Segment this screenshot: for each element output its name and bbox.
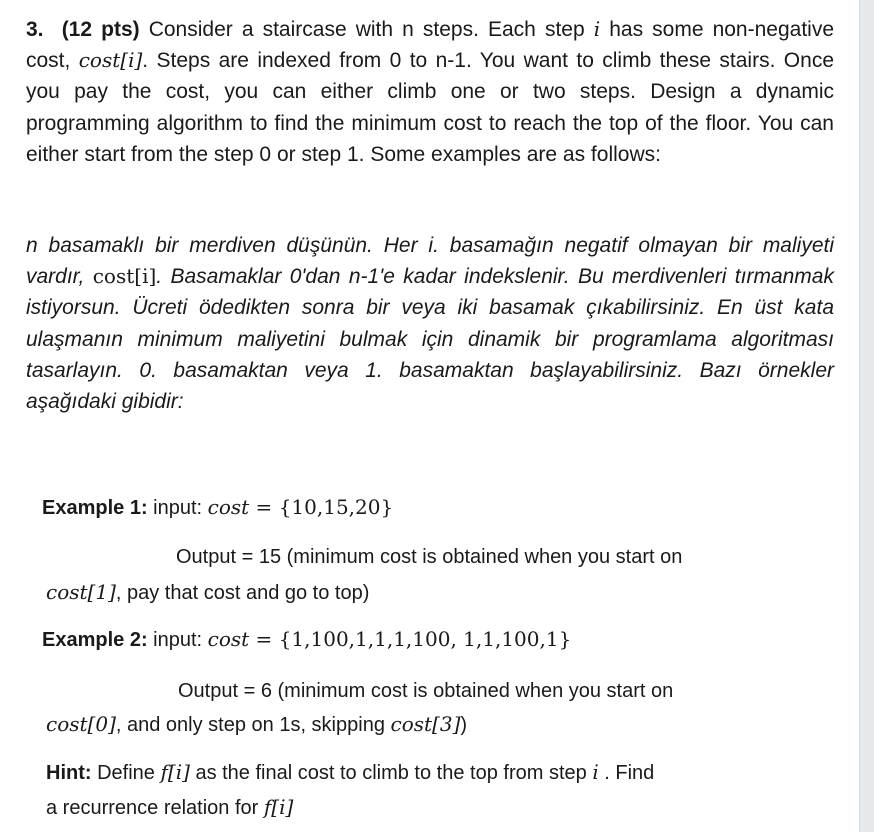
math-f-i: f[i]: [160, 760, 190, 784]
hint-text: as the final cost to climb to the top from step: [189, 762, 593, 784]
math-equals: =: [249, 627, 279, 651]
example-1-output: [176, 542, 682, 572]
example-text: input:: [147, 629, 208, 651]
example-2-output-cont: [46, 709, 467, 740]
math-cost: cost: [207, 627, 250, 651]
hint-label: Hint:: [46, 762, 92, 784]
problem-text: has some non-negative cost,: [26, 18, 835, 73]
math-cost-ref: cost[1]: [46, 580, 116, 604]
example-text: Output = 6 (minimum cost is obtained when you start on: [178, 680, 674, 702]
problem-statement-en: [26, 14, 834, 170]
example-value: {10,15,20}: [278, 495, 394, 519]
example-value: {1,100,1,1,1,100, 1,1,100,1}: [278, 627, 572, 651]
example-text: input:: [147, 497, 208, 519]
problem-text: Consider a staircase with n steps. Each step: [139, 18, 594, 41]
problem-text-tr: . Basamaklar 0'dan n-1'e kadar indekslenir. Bu merdivenleri tırmanmak istiyorsun. Ücreti ödedikten sonra bir veya iki basamak çıkabilirsiniz. En üst kata ulaşmanın minimum maliyetini bulmak için dinamik bir programlama algoritması tasarlayın. 0. basamaktan veya 1. basamaktan başlayabilirsiniz. Bazı örnekler aşağıdaki gibidir:: [26, 265, 834, 414]
hint-text: . Find: [598, 762, 655, 784]
scrollbar-track[interactable]: [859, 0, 874, 832]
math-cost-ref: cost[0]: [46, 712, 116, 736]
problem-number: 3.: [26, 18, 44, 41]
math-cost-i: cost[i]: [78, 48, 143, 73]
example-1-output-cont: [46, 577, 369, 608]
problem-text: . Steps are indexed from 0 to n-1. You want to climb these stairs. Once you pay the cost, you can either climb one or two steps. Design a dynamic programming algorithm to find the minimum cost to reach the top of the floor. You can either start from the step 0 or step 1. Some examples are as follows:: [26, 49, 834, 166]
math-var: i: [593, 17, 601, 41]
math-cost-i: cost[i]: [92, 264, 157, 289]
math-equals: =: [249, 495, 279, 519]
example-2-input: [42, 624, 571, 655]
example-label: Example 2:: [42, 629, 148, 651]
example-1-input: [42, 492, 393, 523]
example-text: , pay that cost and go to top): [115, 582, 370, 604]
hint-line-1: [46, 757, 654, 788]
example-label: Example 1:: [42, 497, 148, 519]
problem-points: (12 pts): [61, 18, 140, 41]
hint-text: a recurrence relation for: [46, 797, 264, 819]
math-var: i: [592, 760, 599, 784]
hint-text: Define: [91, 762, 161, 784]
example-text: , and only step on 1s, skipping: [115, 714, 391, 736]
problem-statement-tr: [26, 230, 834, 417]
example-2-output: [178, 676, 673, 706]
math-f-i: f[i]: [263, 795, 294, 819]
problem-text-tr: n basamaklı bir merdiven düşünün. Her i. basamağın negatif olmayan bir maliyeti vardır,: [26, 234, 834, 289]
example-text: Output = 15 (minimum cost is obtained when you start on: [176, 546, 683, 568]
math-cost-ref: cost[3]: [390, 712, 461, 736]
math-cost: cost: [207, 495, 250, 519]
example-text: ): [460, 714, 468, 736]
hint-line-2: [46, 792, 293, 823]
